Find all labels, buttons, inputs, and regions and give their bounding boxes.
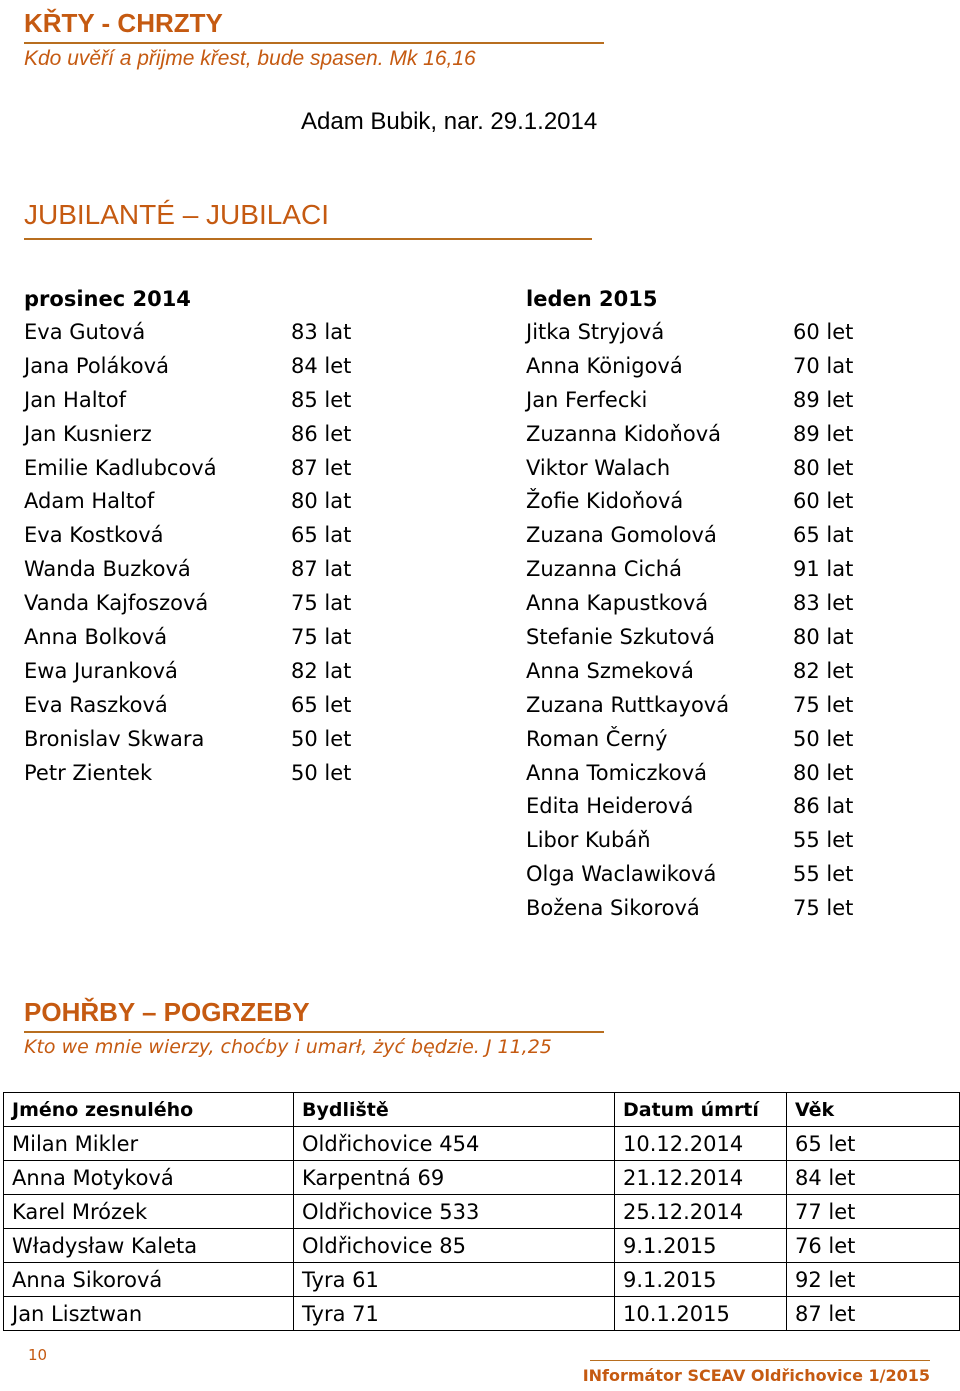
deceased-name: Jan Lisztwan: [4, 1297, 294, 1331]
list-item: [526, 655, 866, 689]
table-row: [4, 1195, 960, 1229]
jubilant-name: Anna Tomiczková: [526, 760, 708, 785]
jubilant-age: 75 let: [793, 692, 854, 717]
jubilant-name: Stefanie Szkutová: [526, 625, 716, 650]
jubilant-name: Libor Kubáň: [526, 828, 651, 853]
publication-name: INformátor SCEAV Oldřichovice 1/2015: [582, 1366, 930, 1385]
header-age: Věk: [787, 1093, 960, 1127]
jubilant-age: 87 let: [291, 455, 352, 480]
list-item: [24, 587, 364, 621]
jubilant-age: 82 lat: [291, 658, 352, 683]
residence: Tyra 71: [294, 1297, 615, 1331]
list-item: [526, 723, 866, 757]
jubilant-name: Zuzanna Kidoňová: [526, 421, 721, 446]
list-item: [526, 621, 866, 655]
list-item: [526, 790, 866, 824]
jubilant-name: Bronislav Skwara: [24, 726, 205, 751]
date-of-death: 9.1.2015: [615, 1263, 787, 1297]
jubilant-age: 86 lat: [793, 794, 854, 819]
january-heading: leden 2015: [526, 287, 658, 311]
list-item: [526, 350, 866, 384]
jubilant-age: 89 let: [793, 421, 854, 446]
age: 92 let: [787, 1263, 960, 1297]
baptisms-motto: Kdo uvěří a přijme křest, bude spasen. Mk 16,16: [24, 47, 476, 70]
list-item: [526, 485, 866, 519]
list-item: [24, 384, 364, 418]
list-item: [526, 757, 866, 791]
header-date: Datum úmrtí: [615, 1093, 787, 1127]
residence: Oldřichovice 85: [294, 1229, 615, 1263]
jubilant-name: Jana Poláková: [24, 353, 169, 378]
age: 65 let: [787, 1127, 960, 1161]
header-name: Jméno zesnulého: [4, 1093, 294, 1127]
jubilant-age: 85 let: [291, 387, 352, 412]
table-header-row: [4, 1093, 960, 1127]
list-item: [526, 418, 866, 452]
jubilant-age: 82 let: [793, 658, 854, 683]
jubilant-name: Emilie Kadlubcová: [24, 455, 217, 480]
baptisms-rule: [24, 42, 604, 44]
jubilant-age: 80 lat: [793, 625, 854, 650]
jubilant-name: Anna Königová: [526, 353, 683, 378]
jubilant-age: 65 lat: [793, 523, 854, 548]
jubilant-name: Eva Gutová: [24, 320, 146, 344]
jubilant-name: Wanda Buzková: [24, 557, 191, 582]
jubilant-name: Anna Kapustková: [526, 591, 709, 616]
jubilant-age: 83 lat: [291, 320, 352, 344]
jubilant-name: Jan Kusnierz: [24, 421, 152, 446]
table-row: [4, 1161, 960, 1195]
list-item: [24, 452, 364, 486]
date-of-death: 9.1.2015: [615, 1229, 787, 1263]
list-item: [24, 485, 364, 519]
jubilant-age: 87 lat: [291, 557, 352, 582]
jubilees-rule: [24, 238, 592, 240]
list-item: [526, 824, 866, 858]
list-item: [526, 689, 866, 723]
jubilant-age: 80 lat: [291, 489, 352, 514]
january-list: [526, 316, 866, 926]
burials-rule: [24, 1031, 604, 1033]
list-item: [24, 757, 364, 791]
page-number: 10: [28, 1346, 48, 1364]
jubilant-age: 60 let: [793, 320, 854, 344]
jubilant-age: 84 let: [291, 353, 352, 378]
jubilant-name: Jan Ferfecki: [526, 387, 648, 412]
jubilant-name: Anna Bolková: [24, 625, 168, 650]
list-item: [24, 553, 364, 587]
baptisms-title: KŘTY - CHRZTY: [24, 8, 223, 38]
jubilant-name: Olga Waclawiková: [526, 862, 717, 887]
jubilant-age: 75 lat: [291, 591, 352, 616]
jubilant-name: Viktor Walach: [526, 455, 671, 480]
age: 87 let: [787, 1297, 960, 1331]
baptism-entry: Adam Bubik, nar. 29.1.2014: [301, 108, 598, 135]
jubilant-age: 55 let: [793, 828, 854, 853]
burials-motto: Kto we mnie wierzy, choćby i umarł, żyć będzie. J 11,25: [24, 1036, 552, 1058]
list-item: [24, 316, 364, 350]
jubilant-age: 89 let: [793, 387, 854, 412]
list-item: [24, 723, 364, 757]
table-row: [4, 1297, 960, 1331]
list-item: [24, 418, 364, 452]
table-row: [4, 1127, 960, 1161]
date-of-death: 10.1.2015: [615, 1297, 787, 1331]
jubilant-age: 80 let: [793, 455, 854, 480]
jubilant-name: Edita Heiderová: [526, 794, 694, 819]
jubilant-age: 83 let: [793, 591, 854, 616]
jubilant-age: 80 let: [793, 760, 854, 785]
list-item: [526, 858, 866, 892]
table-row: [4, 1263, 960, 1297]
residence: Karpentná 69: [294, 1161, 615, 1195]
jubilant-age: 50 let: [793, 726, 854, 751]
list-item: [24, 519, 364, 553]
jubilant-name: Petr Zientek: [24, 760, 153, 785]
residence: Tyra 61: [294, 1263, 615, 1297]
jubilant-age: 60 let: [793, 489, 854, 514]
jubilant-age: 70 lat: [793, 353, 854, 378]
list-item: [526, 316, 866, 350]
december-heading: prosinec 2014: [24, 287, 191, 311]
date-of-death: 25.12.2014: [615, 1195, 787, 1229]
list-item: [526, 452, 866, 486]
burials-title: POHŘBY – POGRZEBY: [24, 997, 310, 1027]
date-of-death: 21.12.2014: [615, 1161, 787, 1195]
jubilant-name: Adam Haltof: [24, 489, 155, 514]
jubilant-age: 55 let: [793, 862, 854, 887]
jubilant-age: 65 lat: [291, 523, 352, 548]
jubilant-name: Ewa Juranková: [24, 658, 178, 683]
date-of-death: 10.12.2014: [615, 1127, 787, 1161]
jubilant-name: Žofie Kidoňová: [526, 489, 684, 514]
jubilant-age: 86 let: [291, 421, 352, 446]
jubilant-age: 75 lat: [291, 625, 352, 650]
jubilant-name: Zuzana Gomolová: [526, 523, 717, 548]
deceased-name: Karel Mrózek: [4, 1195, 294, 1229]
jubilant-age: 91 lat: [793, 557, 854, 582]
list-item: [24, 689, 364, 723]
age: 76 let: [787, 1229, 960, 1263]
jubilant-name: Božena Sikorová: [526, 896, 700, 921]
jubilant-name: Vanda Kajfoszová: [24, 591, 209, 616]
age: 77 let: [787, 1195, 960, 1229]
jubilant-name: Anna Szmeková: [526, 658, 694, 683]
list-item: [526, 553, 866, 587]
jubilant-name: Eva Kostková: [24, 523, 164, 548]
jubilant-name: Zuzana Ruttkayová: [526, 692, 730, 717]
jubilant-age: 50 let: [291, 760, 352, 785]
list-item: [24, 621, 364, 655]
december-list: [24, 316, 364, 790]
jubilant-age: 75 let: [793, 896, 854, 921]
deceased-name: Anna Sikorová: [4, 1263, 294, 1297]
jubilant-name: Jan Haltof: [24, 387, 127, 412]
table-row: [4, 1229, 960, 1263]
deceased-name: Władysław Kaleta: [4, 1229, 294, 1263]
jubilant-name: Zuzanna Cichá: [526, 557, 682, 582]
jubilant-name: Jitka Stryjová: [526, 320, 665, 344]
jubilant-name: Roman Černý: [526, 726, 668, 751]
jubilant-age: 50 let: [291, 726, 352, 751]
list-item: [526, 892, 866, 926]
deceased-name: Anna Motyková: [4, 1161, 294, 1195]
header-residence: Bydliště: [294, 1093, 615, 1127]
jubilant-name: Eva Raszková: [24, 692, 168, 717]
residence: Oldřichovice 533: [294, 1195, 615, 1229]
footer-rule: [590, 1360, 930, 1361]
list-item: [526, 384, 866, 418]
age: 84 let: [787, 1161, 960, 1195]
list-item: [526, 519, 866, 553]
jubilant-age: 65 let: [291, 692, 352, 717]
list-item: [24, 350, 364, 384]
jubilees-title: JUBILANTÉ – JUBILACI: [24, 199, 329, 230]
deceased-name: Milan Mikler: [4, 1127, 294, 1161]
burials-table: [3, 1092, 960, 1331]
residence: Oldřichovice 454: [294, 1127, 615, 1161]
list-item: [526, 587, 866, 621]
list-item: [24, 655, 364, 689]
